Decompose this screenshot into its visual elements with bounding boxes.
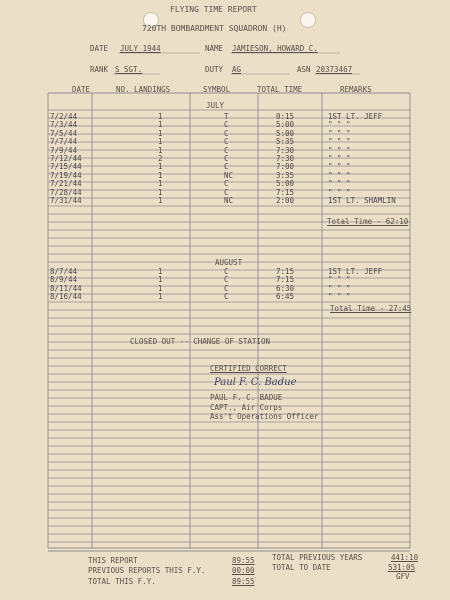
cell-symbol: C bbox=[224, 267, 229, 276]
cell-date: 7/15/44 bbox=[50, 162, 82, 172]
report-title: FLYING TIME REPORT bbox=[170, 5, 257, 14]
date-label: DATE bbox=[90, 44, 109, 53]
cell-symbol: C bbox=[224, 145, 229, 155]
cell-landings: 1 bbox=[158, 267, 163, 276]
to-date-value: 531:05 bbox=[388, 563, 416, 572]
cell-landings: 1 bbox=[158, 137, 163, 147]
rank-value: S SGT. bbox=[115, 65, 143, 74]
col-symbol: SYMBOL bbox=[203, 85, 231, 94]
cell-date: 7/19/44 bbox=[50, 170, 82, 180]
duty-label: DUTY bbox=[205, 65, 224, 74]
cell-remarks: " " " bbox=[328, 283, 351, 293]
cell-time: 3:35 bbox=[276, 170, 295, 180]
name-value: JAMIESON, HOWARD C. bbox=[232, 44, 318, 53]
cell-time: 7:15 bbox=[276, 187, 295, 197]
cell-date: 8/9/44 bbox=[50, 275, 78, 285]
cell-remarks: " " " bbox=[328, 187, 351, 197]
cell-date: 7/2/44 bbox=[50, 112, 78, 121]
cell-landings: 1 bbox=[158, 187, 163, 197]
month-august: AUGUST bbox=[215, 258, 243, 267]
cell-time: 5:00 bbox=[276, 179, 295, 189]
cell-landings: 1 bbox=[158, 196, 163, 205]
cell-time: 5:00 bbox=[276, 120, 295, 130]
cell-landings: 2 bbox=[158, 154, 163, 163]
cell-landings: 1 bbox=[158, 162, 163, 172]
cell-symbol: NC bbox=[224, 196, 234, 205]
cell-remarks: " " " bbox=[328, 120, 351, 130]
cell-remarks: 1ST LT. JEFF bbox=[328, 112, 383, 121]
cell-time: 7:30 bbox=[276, 154, 295, 163]
cell-date: 7/9/44 bbox=[50, 145, 78, 155]
this-report-value: 89:55 bbox=[232, 556, 255, 565]
cell-remarks: " " " bbox=[328, 137, 351, 147]
rank-label: RANK bbox=[90, 65, 109, 74]
previous-reports-label: PREVIOUS REPORTS THIS F.Y. bbox=[88, 566, 206, 575]
cell-landings: 1 bbox=[158, 112, 163, 121]
cell-date: 8/7/44 bbox=[50, 267, 78, 276]
punch-hole-right bbox=[300, 12, 316, 28]
cell-symbol: C bbox=[224, 179, 229, 189]
cell-symbol: C bbox=[224, 128, 229, 138]
prev-years-value: 441:10 bbox=[391, 553, 419, 562]
name-label: NAME bbox=[205, 44, 224, 53]
cell-symbol: C bbox=[224, 292, 229, 302]
cell-time: 6:30 bbox=[276, 283, 295, 293]
cell-landings: 1 bbox=[158, 145, 163, 155]
total-fy-label: TOTAL THIS F.Y. bbox=[88, 577, 156, 586]
table-row bbox=[0, 292, 450, 301]
officer-rank: CAPT., Air Corps bbox=[210, 403, 283, 412]
cell-time: 7:00 bbox=[276, 162, 295, 172]
cell-time: 6:45 bbox=[276, 292, 295, 302]
cell-symbol: T bbox=[224, 112, 229, 121]
cell-landings: 1 bbox=[158, 275, 163, 285]
july-total: Total Time - 62:10 bbox=[327, 217, 409, 226]
officer-name: PAUL F. C. BADUE bbox=[210, 393, 283, 402]
cell-landings: 1 bbox=[158, 120, 163, 130]
cell-remarks: " " " bbox=[328, 162, 351, 172]
officer-signature: Paul F. C. Badue bbox=[214, 377, 297, 388]
to-date-label: TOTAL TO DATE bbox=[272, 563, 331, 572]
col-remarks: REMARKS bbox=[340, 85, 372, 94]
cell-date: 7/7/44 bbox=[50, 137, 78, 147]
cell-date: 8/16/44 bbox=[50, 292, 82, 302]
officer-title: Ass't Operations Officer bbox=[210, 412, 319, 421]
cell-date: 7/28/44 bbox=[50, 187, 82, 197]
cell-date: 7/21/44 bbox=[50, 179, 82, 189]
cell-date: 7/12/44 bbox=[50, 154, 82, 163]
cell-date: 7/5/44 bbox=[50, 128, 78, 138]
cell-date: 7/31/44 bbox=[50, 196, 82, 205]
cell-landings: 1 bbox=[158, 283, 163, 293]
date-value: JULY 1944 bbox=[120, 44, 161, 53]
cell-time: 2:00 bbox=[276, 196, 295, 205]
cell-remarks: " " " bbox=[328, 128, 351, 138]
cell-symbol: C bbox=[224, 187, 229, 197]
cell-symbol: C bbox=[224, 137, 229, 147]
cell-time: 7:15 bbox=[276, 275, 295, 285]
cell-date: 7/3/44 bbox=[50, 120, 78, 130]
cell-remarks: " " " bbox=[328, 275, 351, 285]
squadron-name: 720TH BOMBARDMENT SQUADRON (H) bbox=[142, 24, 287, 33]
cell-remarks: 1ST LT. SHAMLIN bbox=[328, 196, 396, 205]
cell-symbol: C bbox=[224, 154, 229, 163]
cell-remarks: " " " bbox=[328, 292, 351, 302]
col-landings: NO. LANDINGS bbox=[116, 85, 171, 94]
cell-remarks: " " " bbox=[328, 154, 351, 163]
cell-time: 5:00 bbox=[276, 128, 295, 138]
asn-label: ASN bbox=[297, 65, 311, 74]
cell-remarks: " " " bbox=[328, 145, 351, 155]
previous-reports-value: 00:00 bbox=[232, 566, 255, 575]
total-fy-value: 89:55 bbox=[232, 577, 255, 586]
col-date: DATE bbox=[72, 85, 91, 94]
cell-symbol: C bbox=[224, 162, 229, 172]
this-report-label: THIS REPORT bbox=[88, 556, 138, 565]
cell-time: 0:15 bbox=[276, 112, 295, 121]
cell-symbol: C bbox=[224, 120, 229, 130]
certified-correct: CERTIFIED CORRECT bbox=[210, 364, 287, 373]
col-total-time: TOTAL TIME bbox=[257, 85, 303, 94]
cell-landings: 1 bbox=[158, 128, 163, 138]
cell-landings: 1 bbox=[158, 170, 163, 180]
initials: GFV bbox=[396, 572, 410, 581]
cell-symbol: C bbox=[224, 283, 229, 293]
cell-landings: 1 bbox=[158, 292, 163, 302]
closed-out-note: CLOSED OUT -- CHANGE OF STATION bbox=[130, 337, 270, 346]
table-row bbox=[0, 196, 450, 205]
cell-remarks: " " " bbox=[328, 170, 351, 180]
cell-date: 8/11/44 bbox=[50, 283, 82, 293]
month-july: JULY bbox=[206, 101, 225, 110]
cell-symbol: NC bbox=[224, 170, 234, 180]
august-total: Total Time - 27:45 bbox=[330, 304, 412, 313]
cell-time: 7:15 bbox=[276, 267, 295, 276]
cell-time: 5:35 bbox=[276, 137, 295, 147]
duty-value: AG bbox=[232, 65, 242, 74]
cell-remarks: " " " bbox=[328, 179, 351, 189]
cell-symbol: C bbox=[224, 275, 229, 285]
asn-value: 20373467 bbox=[316, 65, 353, 74]
cell-time: 7:30 bbox=[276, 145, 295, 155]
cell-landings: 1 bbox=[158, 179, 163, 189]
prev-years-label: TOTAL PREVIOUS YEARS bbox=[272, 553, 363, 562]
cell-remarks: 1ST LT. JEFF bbox=[328, 267, 383, 276]
